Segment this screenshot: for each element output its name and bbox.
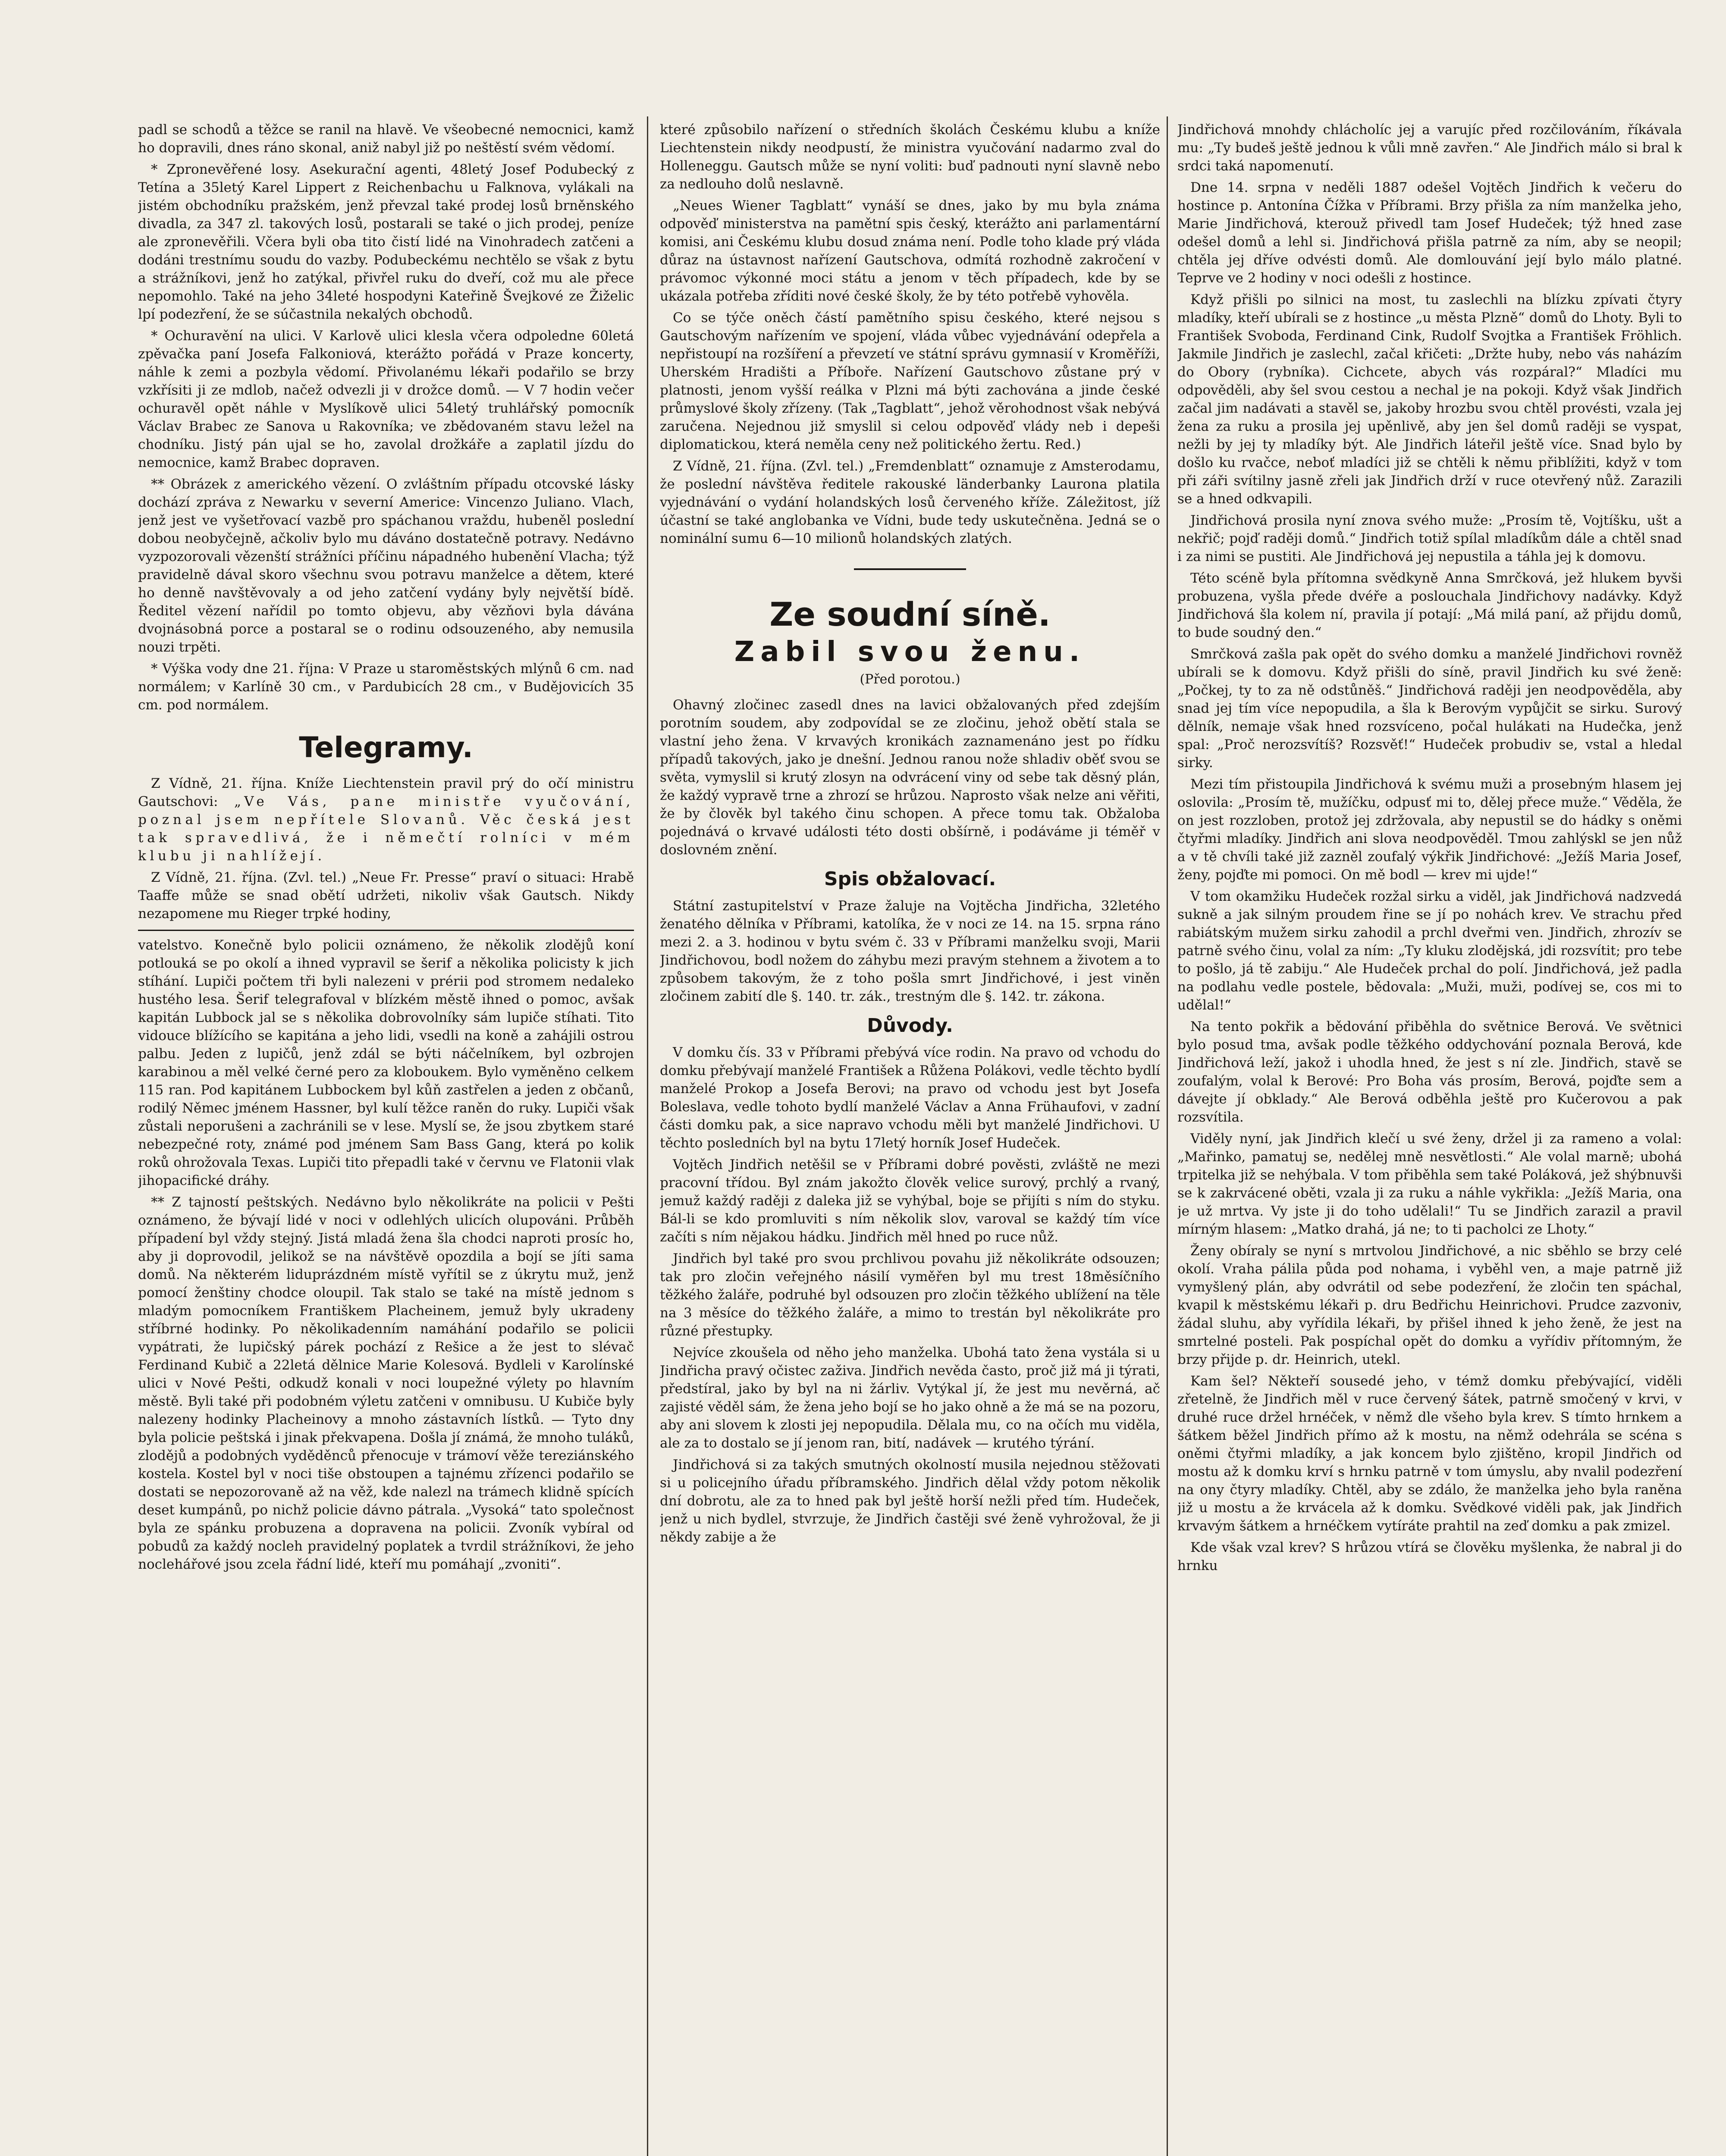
article-paragraph: V tom okamžiku Hudeček rozžal sirku a viděl, jak Jindřichová nadzvedá sukně a jak silným proudem řine se jí po nohách krev. Ve strachu před rabiátským mužem sirku zahodil a prchl dveřmi ven. Jindřich, zhrozív se patrně svého činu, volal za ním: „Ty kluku zlodějská, jdi rozsvítit; pro tebe to pošlo, já tě zabiju.“ Ale Hudeček prchal do polí. Jindřichová, jež padla na podlahu vedle postele, bědovala: „Muži, muži, podívej se, cos mi to udělal!“	[1177, 889, 1682, 1013]
article-paragraph: Dne 14. srpna v neděli 1887 odešel Vojtěch Jindřich k večeru do hostince p. Antonína Čížka v Příbrami. Brzy přišla za ním manželka jeho, Marie Jindřichová, kterouž přivedl tam Josef Hudeček; týž hned zase odešel domů a lehl si. Jindřichová přišla patrně za ním, aby se neopil; chtěla jej dříve odvésti domů. Ale domlouvání její bylo málo platné. Teprve ve 2 hodiny v noci odešli z hostince.	[1177, 180, 1682, 286]
telegram-continuation: které způsobilo nařízení o středních školách Českému klubu a kníže Liechtenstein nikdy neodpustí, že ministra vyučování nadarmo zval do Holleneggu. Gautsch může se nyní voliti: buď padnouti nyní slavně nebo za nedlouho dolů neslavně.	[660, 122, 1160, 192]
article-paragraph: Této scéně byla přítomna svědkyně Anna Smrčková, jež hlukem byvši probuzena, vyšla přede dvéře a poslouchala Jindřichovy nadávky. Když Jindřichová šla kolem ní, pravila jí potají: „Má milá paní, až přijdu domů, to bude soudný den.“	[1177, 570, 1682, 640]
telegram-vienna-1	[138, 774, 634, 865]
article-paragraph: Co se týče oněch částí pamětního spisu českého, které nejsou s Gautschovým nařízením ve spojení, vláda vůbec vyjednávání odepřela a nepřistoupí na rozšíření a převzetí ve státní správu gymnasií v Kroměříži, Uherském Hradišti a Příboře. Nařízení Gautschovo zůstane prý v platnosti, jenom vyšší reálka v Plzni má býti zachována a jinde české průmyslové školy zřízeny. (Tak „Tagblatt“, jehož věrohodnost však nebývá zaručena. Nejednou již smyslil si celou odpověď vlády neb i depeši diplomatickou, která neměla ceny než politického žertu. Red.)	[660, 310, 1160, 452]
article-paragraph: Kde však vzal krev? S hrůzou vtírá se člověku myšlenka, že nabral ji do hrnku	[1177, 1540, 1682, 1573]
news-item-street-illness: * Ochuravění na ulici. V Karlově ulici klesla včera odpoledne 60letá zpěvačka paní Josefa Falkoniová, kterážto pořádá v Praze koncerty, náhle k zemi a pozbyla vědomí. Přivolanému lékaři podařilo se brzy vzkřísiti ji ze mdlob, načež odvezli ji v drožce domů. — V 7 hodin večer ochuravěl opět náhle v Myslíkově ulici 54letý truhlářský pomocník Václav Brabec ze Sanova u Rakovníka; ve zbědovaném stavu ležel na chodníku. Jistý pán ujal se ho, zavolal drožkáře a zaplatil jízdu do nemocnice, kamž Brabec dopraven.	[138, 328, 634, 470]
section-divider	[854, 568, 966, 570]
article-subtitle: (Před porotou.)	[860, 672, 960, 687]
article-paragraph: Jindřich byl také pro svou prchlivou povahu již několikráte odsouzen; tak pro zločin veřejného násilí vyměřen byl mu trest 18měsíčního těžkého žaláře, podruhé byl odsouzen pro zločin těžkého ublížení na těle na 3 měsíce do těžkého žaláře, a mimo to trestán byl několikráte pro různé přestupky.	[660, 1251, 1160, 1339]
article-paragraph: Smrčková zašla pak opět do svého domku a manželé Jindřichovi rovněž ubírali se k domovu. Když přišli do síně, pravil Jindřich ku své ženě: „Počkej, ty to za ně odstůněš.“ Jindřichová raději jen neodpověděla, aby snad jej tím více nepopudila, a šla k Berovým vypůjčit se sirku. Surový dělník, nemaje však hned rozsvíceno, počal hulákati na Hudečka, jenž spal: „Proč nerozsvítíš? Rozsvěť!“ Hudeček probudiv se, vstal a hledal sirky.	[1177, 646, 1682, 771]
news-item-budapest-secrets: ** Z tajností peštských. Nedávno bylo několikráte na policii v Pešti oznámeno, že bývají lidé v noci v odlehlých ulicích olupováni. Průběh případení byl vždy stejný. Jistá mladá žena šla chodci naproti prosíc ho, aby ji doprovodil, jelikož se na návštěvě opozdila a bojí se jíti sama domů. Na některém liduprázdném místě vyřítil se z úkrytu muž, jenž pomocí ženštiny chodce oloupil. Tak stalo se také na místě jednom s mladým pomocníkem Františkem Placheinem, jemuž byly ukradeny stříbrné hodinky. Po několikadenním namáhání podařilo se policii vypátrati, že lupičský párek pochází z Rešice a že jest to slévač Ferdinand Kubič a 22letá dělnice Marie Kolesová. Bydleli v Karolínské ulici v Nové Pešti, odkudž konali v noci loupežné výlety po hlavním městě. Byli také při podobném výletu zatčeni v omnibusu. U Kubiče byly nalezeny hodinky Placheinovy a mnoho zástavních lístků. — Tyto dny byla policie peštská i jinak překvapena. Došla jí známá, že mnoho tuláků, zlodějů a podobných vyděděnců přenocuje v trámoví věže tereziánského kostela. Kostel byl v noci tiše obstoupen a tajnému zřízenci podařilo se dostati se nepozorovaně až na věž, kde nalezl na trámech klidně spících deset kumpánů, po nichž policie dávno pátrala. „Vysoká“ tato společnost byla ze spánku probuzena a dopravena na policii. Zvoník vybíral od pobudů za každý nocleh pravidelný poplatek a tvrdil strážníkovi, že jeho noclehářové jsou zcela řádní lidé, kteří mu pomáhají „zvoniti“.	[138, 1194, 634, 1572]
article-paragraph: Státní zastupitelství v Praze žaluje na Vojtěcha Jindřicha, 32letého ženatého dělníka v Příbrami, katolíka, že v noci ze 14. na 15. srpna ráno mezi 2. a 3. hodinou v bytu svém č. 33 v Příbrami manželku svoji, Marii Jindřichovou, bodl nožem do záhybu mezi pravým stehnem a životem a to způsobem takovým, že z toho pošla smrt Jindřichové, i jest viněn zločinem zabití dle §. 140. tr. zák., trestným dle §. 142. tr. zákona.	[660, 898, 1160, 1004]
article-paragraph: Když přišli po silnici na most, tu zaslechli na blízku zpívati čtyry mladíky, kteří ubírali se z hostince „u města Plzně“ domů do Lhoty. Byli to František Svoboda, Ferdinand Cink, Rudolf Svojtka a František Fröhlich. Jakmile Jindřich je zaslechl, začal křičeti: „Držte huby, nebo vás naházím do Obory (rybníka). Cichcete, abych vás rozpáral?“ Mladíci mu odpověděli, aby šel svou cestou a nechal je na pokoji. Když však Jindřich začal jim nadávati a stavěl se, jakoby hrozbu svou chtěl provésti, vzala jej žena za ruku a prosila jej upěnlivě, aby jen šel domů raději se vyspat, nežli by jej ty mladíky být. Ale Jindřich láteřil ještě více. Snad bylo by došlo ku rvačce, neboť mladíci již se chtěli k němu přiblížiti, když v tom při záři svítilny jasně zřeli jak Jindřich drží v ruce otevřený nůž. Zarazili se a hned odkvapili.	[1177, 292, 1682, 507]
column-middle	[660, 121, 1160, 2156]
subheading-indictment: Spis obžalovací.	[824, 868, 996, 890]
telegram-vienna-2: Z Vídně, 21. října. (Zvl. tel.) „Neue Fr. Presse“ praví o situaci: Hrabě Taaffe může se snad obětí udržeti, nikoliv však Gautsch. Nikdy nezapomene mu Rieger trpké hodiny,	[138, 870, 634, 921]
column-divider	[647, 116, 648, 2156]
section-heading-court: Ze soudní síně.	[769, 595, 1051, 633]
article-paragraph: Kam šel? Někteří sousedé jeho, v témž domku přebývající, viděli zřetelně, že Jindřich měl v ruce červený šátek, patrně smočený v krvi, v druhé ruce držel hrnéček, v němž dle všeho byla krev. S tímto hrnkem a šátkem běžel Jindřich přímo až k mostu, na němž odehrála se scéna s oněmi čtyřmi mladíky, a jak koncem bylo zjištěno, kropil Jindřich od mostu až k domku krví s hrnku patrně v tom úmyslu, aby nvalil podezření na ony čtyry mladíky. Chtěl, aby se zdálo, že manželka jeho byla raněna již u mostu a že krvácela až k domku. Svědkové viděli pak, jak Jindřich krvavým šátkem a hrnéčkem vytíráte prahtil na zeď domku a pak zmizel.	[1177, 1373, 1682, 1534]
article-paragraph: Jindřichová si za takých smutných okolností musila nejednou stěžovati si u policejního úřadu příbramského. Jindřich dělal vždy potom několik dní dobrotu, ale za to hned pak byl ještě horší nežli před tím. Hudeček, jenž u nich bydlel, stvrzuje, že Jindřich častěji své ženě vyhrožoval, že ji někdy zabije a že	[660, 1457, 1160, 1545]
article-paragraph: Jindřichová mnohdy chlácholíc jej a varujíc před rozčilováním, říkávala mu: „Ty budeš ještě jednou k vůli mně zavřen.“ Ale Jindřich málo si bral k srdci taká napomenutí.	[1177, 122, 1682, 174]
article-paragraph: Mezi tím přistoupila Jindřichová k svému muži a prosebným hlasem jej oslovila: „Prosím tě, mužíčku, odpusť mi to, dělej přece muže.“ Věděla, že on jest rozzloben, protož jej zdržovala, aby nepustil se do hádky s oněmi čtyřmi mladíky. Jindřich ani slova neodpověděl. Tmou zahlýskl se jen nůž a v tě chvíli také již zazněl zoufalý výkřik Jindřichové: „Ježíš Maria Josef, ženy, pojďte mi pomoci. On mě bodl — krev mi ujde!“	[1177, 777, 1682, 883]
article-paragraph: Nejvíce zkoušela od něho jeho manželka. Ubohá tato žena vystála si u Jindřicha pravý očistec zaživa. Jindřich nevěda často, proč již má ji týrati, předstíral, jako by byl na ni žárliv. Vytýkal jí, že jest mu nevěrná, ač zajisté věděl sám, že žena jeho bojí se ho jako ohně a že má se na pozoru, aby ani slovem k zlosti jej nepopudila. Dělala mu, co na očích mu viděla, ale za to dostalo se jí jenom ran, bití, nadávek — krutého týrání.	[660, 1345, 1160, 1451]
telegram-quote-spaced: „Ve Vás, pane ministře vyučování, poznal jsem nepřítele Slovanů. Věc česká jest tak spravedlivá, že i němečtí rolníci v mém klubu ji nahlížejí.	[138, 794, 634, 864]
subheading-reasons: Důvody.	[867, 1015, 953, 1037]
article-paragraph: Vojtěch Jindřich netěšil se v Příbrami dobré pověsti, zvláště ne mezi pracovní třídou. Byl znám jakožto člověk velice surový, prchlý a rvaný, jemuž každý raději z daleka již se vyhýbal, boje se přijíti s ním do styku. Bál-li se kdo promluviti s ním několik slov, varoval se každý tím více začíti s ním nějakou hádku. Jindřich měl hned po ruce nůž.	[660, 1157, 1160, 1245]
article-paragraph: Na tento pokřik a bědování přiběhla do světnice Berová. Ve světnici bylo posud tma, avšak podle těžkého oddychování poznala Berová, kde Jindřichová leží, jakož i uhodla hned, že jest s ní zle. Jindřich, stavě se zoufalým, volal k Berové: Pro Boha vás prosím, Berová, pojďte sem a dávejte jí obklady.“ Ale Berová odběhla ještě pro Kučerovou a pak rozsvítila.	[1177, 1019, 1682, 1125]
telegram-text: Z Vídně, 21. října. Kníže Liechtenstein pravil prý do očí ministru Gautschovi:	[138, 776, 634, 809]
article-paragraph: padl se schodů a těžce se ranil na hlavě. Ve všeobecné nemocnici, kamž ho dopravili, dnes ráno skonal, aniž nabyl již po neštěstí svém vědomí.	[138, 122, 634, 156]
article-paragraph: Ženy obíraly se nyní s mrtvolou Jindřichové, a nic sběhlo se brzy celé okolí. Vraha pálila půda pod nohama, i vyběhl ven, a maje patrně již vymyšlený plán, aby odvrátil od sebe podezření, že zločin ten spáchal, kvapil k městskému lékaři p. dru Bedřichu Heinrichovi. Prudce zazvoniv, žádal sluhu, aby vyřídila lékaři, by přišel ihned k jeho ženě, že jest na smrtelné posteli. Pak pospíchal opět do domku a vyřídiv přítomným, že brzy přijde p. dr. Heinrich, utekl.	[1177, 1243, 1682, 1367]
article-paragraph: Jindřichová prosila nyní znova svého muže: „Prosím tě, Vojtíšku, ušt a nekřič; pojď raději domů.“ Jindřich totiž spílal mladíkům dále a chtěl snad i za nimi se pustiti. Ale Jindřichová jej nepustila a táhla jej k domovu.	[1177, 513, 1682, 564]
news-item-american-prison: ** Obrázek z amerického vězení. O zvláštním případu otcovské lásky dochází zpráva z Newarku v severní Americe: Vincenzo Juliano. Vlach, jenž jest ve vyšetřovací vazbě pro spáchanou vraždu, hubeněl poslední dobou neobyčejně, ačkoliv bylo mu dáváno dostatečně potravy. Nedávno vyzpozorovali vězenští strážníci příčinu nápadného hubenění Vlacha; týž pravidelně dával skoro všechnu svou potravu manželce a dětem, které ho denně navštěvovaly a od jeho zatčení vydány byly největší bídě. Ředitel vězení nařídil po tomto objevu, aby vězňovi byla dávána dvojnásobná porce a postaral se o rodinu odsouzeného, aby nemusila nouzi trpěti.	[138, 476, 634, 655]
section-heading-telegrams: Telegramy.	[299, 731, 473, 764]
news-item-embezzled-lottery-tickets: * Zpronevěřené losy. Asekurační agenti, 48letý Josef Podubecký z Tetína a 35letý Karel Lippert z Reichenbachu u Falknova, vylákali na jistém obchodníku pražském, jenž převzal také prodej losů brněnského divadla, za 347 zl. takových losů, postarali se také o jich prodej, peníze ale zpronevěřili. Včera byli oba tito čistí lidé na Vinohradech zatčeni a dodáni trestnímu soudu do vazby. Podubeckému nechtělo se však z bytu a strážníkovi, jenž ho zatýkal, přivřel ruku do dveří, což mu ale přece nepomohlo. Také na jeho 34leté hospodyni Kateřině Švejkové ze Žiželic lpí podezření, že se súčastnila nekalých obchodů.	[138, 162, 634, 322]
article-paragraph: V domku čís. 33 v Příbrami přebývá více rodin. Na pravo od vchodu do domku přebývají manželé František a Růžena Polákovi, vedle těchto bydlí manželé Prokop a Josefa Berovi; na pravo od vchodu jest byt Josefa Boleslava, vedle tohoto bydlí manželé Václav a Anna Frühaufovi, v zadní části domku pak, a sice napravo vchodu měli byt manželé Jindřichovi. U těchto posledních byl na bytu 17letý horník Josef Hudeček.	[660, 1045, 1160, 1151]
column-divider	[1167, 116, 1168, 2156]
section-divider	[138, 930, 634, 931]
telegram-vienna-3: Z Vídně, 21. října. (Zvl. tel.) „Fremdenblatt“ oznamuje z Amsterodamu, že poslední návštěva ředitele rakouské länderbanky Laurona platila vyjednávání o vydání holandských losů červeného kříže. Záležitost, jíž účastní se také anglobanka ve Vídni, bude tedy uskutečněna. Jedná se o nominální sumu 6—10 milionů holandských zlatých.	[660, 458, 1160, 546]
article-title: Zabil svou ženu.	[734, 636, 1086, 668]
article-paragraph: Viděly nyní, jak Jindřich klečí u své ženy, držel ji za rameno a volal: „Mařinko, pamatuj se, nedělej mně nesvětlosti.“ Ale volal marně; ubohá trpitelka již se nehýbala. V tom přiběhla sem také Poláková, jež shýbnuvši se k zakrvácené oběti, vzala ji za ruku a náhle vykřikla: „Ježíš Maria, ona je už mrtva. Vy jste ji do toho udělali!“ Tu se Jindřich zarazil a pravil mírným hlasem: „Matko drahá, já ne; to ti pacholci ze Lhoty.“	[1177, 1131, 1682, 1237]
news-item-water-level: * Výška vody dne 21. října: V Praze u staroměstských mlýnů 6 cm. nad normálem; v Karlíně 30 cm., v Pardubicích 28 cm., v Budějovicích 35 cm. pod normálem.	[138, 661, 634, 713]
article-paragraph: vatelstvo. Konečně bylo policii oznámeno, že několik zlodějů koní potlouká se po okolí a ihned vypravil se šerif a několika policisty k jich stíhání. Lupiči počtem tři byli nalezeni v prérii pod stromem nedaleko hustého lesa. Šerif telegrafoval v blízkém městě ihned o pomoc, avšak kapitán Lubbock jal se s několika dobrovolníky sám lupiče stíhati. Tito vidouce blížícího se kapitána a jeho lidi, vsedli na koně a zahájili ostrou palbu. Jeden z lupičů, jenž zdál se býti náčelníkem, byl ozbrojen karabinou a měl velké černé pero za kloboukem. Bylo vyměněno celkem 115 ran. Pod kapitánem Lubbockem byl kůň zastřelen a jeden z občanů, rodilý Němec jménem Hassner, byl kulí těžce raněn do ruky. Lupiči však zůstali neporušeni a zachránili se v lese. Myslí se, že jsou zbytkem staré nebezpečné roty, známé pod jménem Sam Bass Gang, která po kolik roků ohrožovala Texas. Lupiči tito přepadli také v červnu ve Flatonii vlak jihopacifické dráhy.	[138, 937, 634, 1188]
article-paragraph: „Neues Wiener Tagblatt“ vynáší se dnes, jako by mu byla známa odpověď ministerstva na pamětní spis český, kterážto ani parlamentární komisi, ani Českému klubu dosud známa není. Podle toho klade prý vláda důraz na ústavnost nařízení Gautschova, odmítá rozhodně zakročení v právomoc výkonné moci státu a jenom v těch případech, kde by se ukázala potřeba zříditi nové české školy, že by této potřebě vyhověla.	[660, 198, 1160, 304]
column-left	[138, 121, 634, 2156]
article-paragraph: Ohavný zločinec zasedl dnes na lavici obžalovaných před zdejším porotním soudem, aby zodpovídal se ze zločinu, jehož obětí stala se vlastní jeho žena. V krvavých kronikách zaznamenáno jest po řídku případů takových, jako je dnešní. Jednou ranou nože shladiv oběť svou se světa, vymyslil si krutý zlosyn na odvrácení viny od sebe tak děsný plán, že každý vypravě trne a zhrozí se hrůzou. Naprosto však nelze ani věřiti, že by člověk byl takého činu schopen. A přece tomu tak. Obžaloba pojednává o krvavé události této dosti obšírně, i podáváme ji téměř v doslovném znění.	[660, 697, 1160, 858]
column-right	[1177, 121, 1682, 2156]
